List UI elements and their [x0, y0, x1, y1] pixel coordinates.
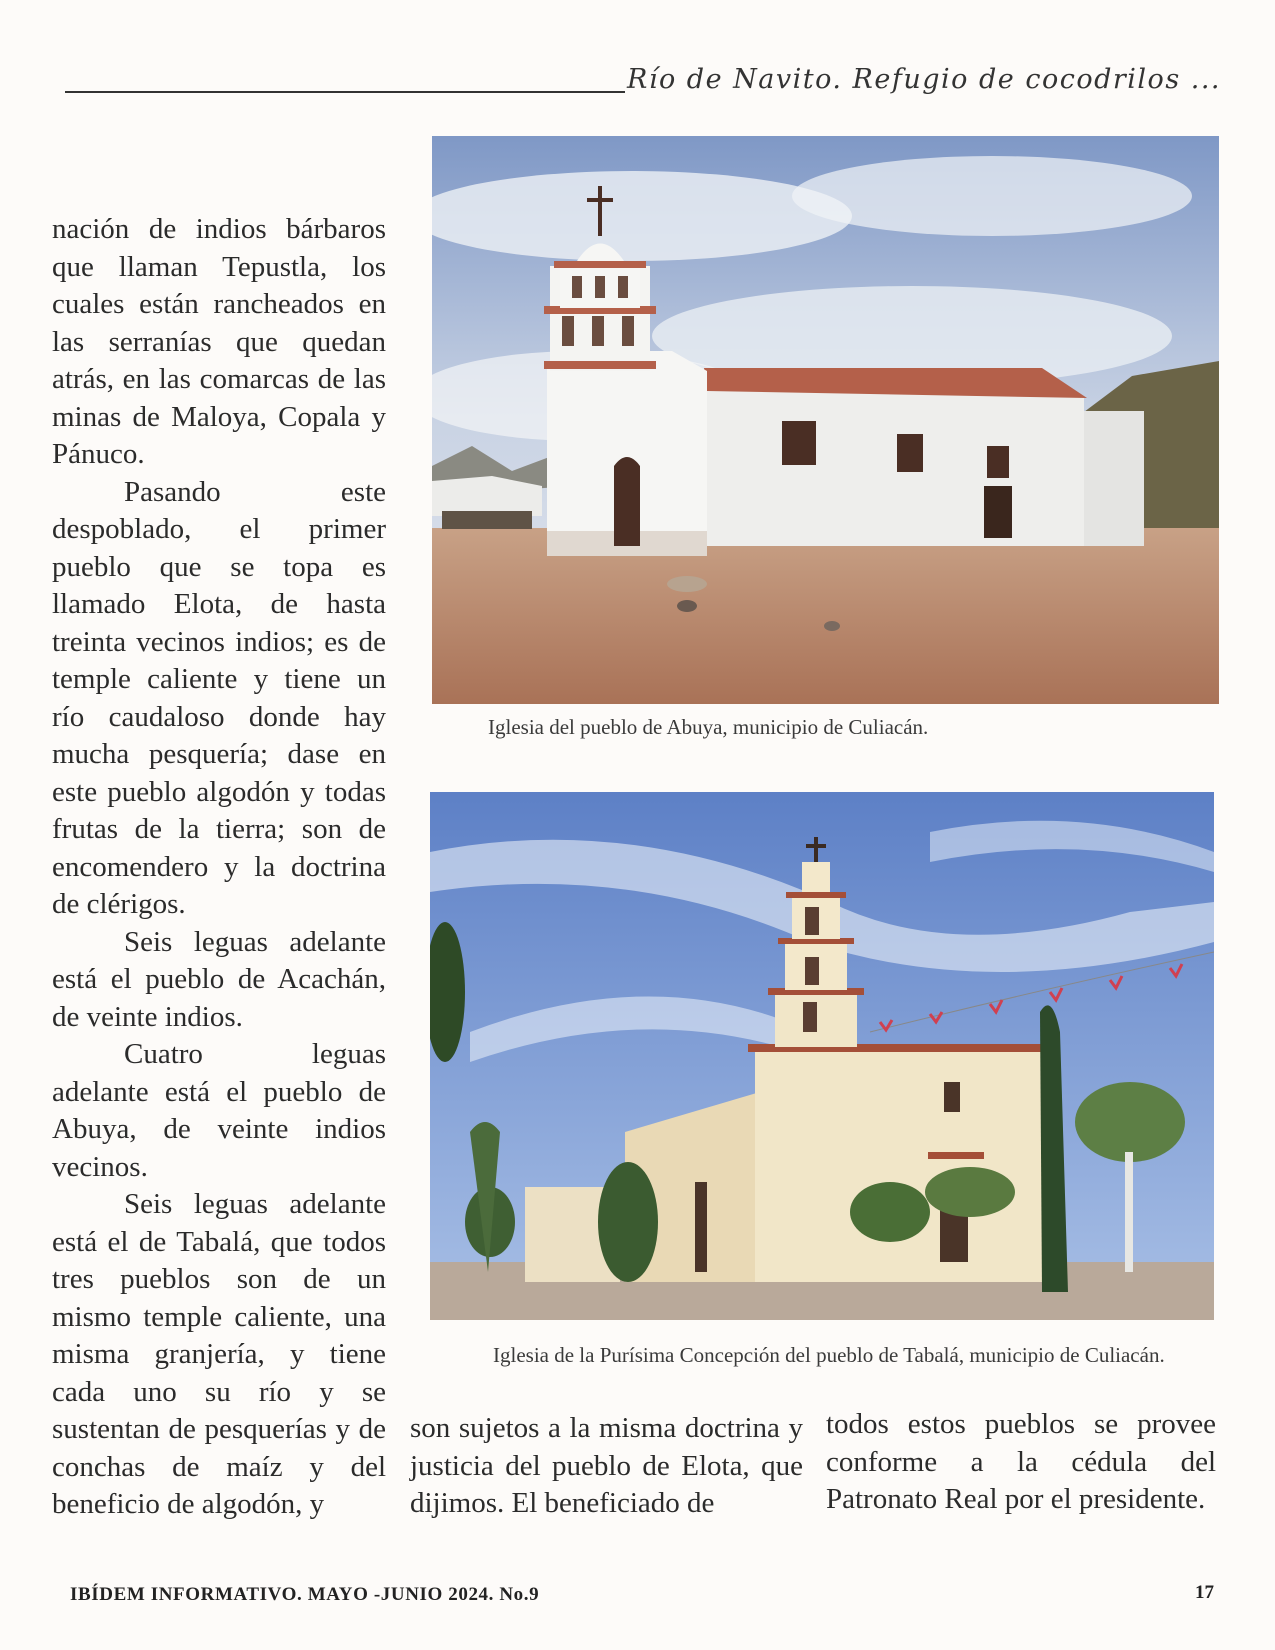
header-rule: [65, 91, 625, 93]
paragraph: nación de indios bárbaros que llaman Tepustla, los cuales están rancheados en las serranías que quedan atrás, en las comarcas de las minas de Maloya, Copala y Pánuco.: [52, 213, 386, 470]
tabala-church-photo: [430, 792, 1214, 1320]
text-column-1: [52, 211, 386, 1524]
paragraph: son sujetos a la misma doctrina y justicia del pueblo de Elota, que dijimos. El beneficiado de: [410, 1412, 803, 1519]
paragraph: Seis leguas adelante está el de Tabalá, que todos tres pueblos son de un mismo temple caliente, una misma granjería, y tiene cada uno su río y se sustentan de pesquerías y de conchas de maíz y del beneficio de algodón, y: [52, 1188, 386, 1520]
paragraph: Pasando este despoblado, el primer pueblo que se topa es llamado Elota, de hasta treinta vecinos indios; es de temple caliente y tiene un río caudaloso donde hay mucha pesquería; dase en este pueblo algodón y todas frutas de la tierra; son de encomendero y la doctrina de clérigos.: [52, 475, 386, 920]
photo1-caption: Iglesia del pueblo de Abuya, municipio de Culiacán.: [488, 715, 929, 739]
abuya-church-photo: [432, 136, 1219, 704]
page-number: 17: [1195, 1582, 1214, 1603]
text-column-3: [826, 1406, 1216, 1519]
running-title: Río de Navito. Refugio de cocodrilos ...: [627, 64, 1222, 95]
paragraph: Seis leguas adelante está el pueblo de Acachán, de veinte indios.: [52, 925, 386, 1033]
photo2-caption: Iglesia de la Purísima Concepción del pueblo de Tabalá, municipio de Culiacán.: [493, 1343, 1165, 1367]
paragraph: todos estos pueblos se provee conforme a la cédula del Patronato Real por el presidente.: [826, 1408, 1216, 1515]
publication-footer: IBÍDEM INFORMATIVO. MAYO -JUNIO 2024. No.9: [70, 1584, 540, 1605]
text-column-2: [410, 1410, 803, 1523]
paragraph: Cuatro leguas adelante está el pueblo de Abuya, de veinte indios vecinos.: [52, 1038, 386, 1183]
